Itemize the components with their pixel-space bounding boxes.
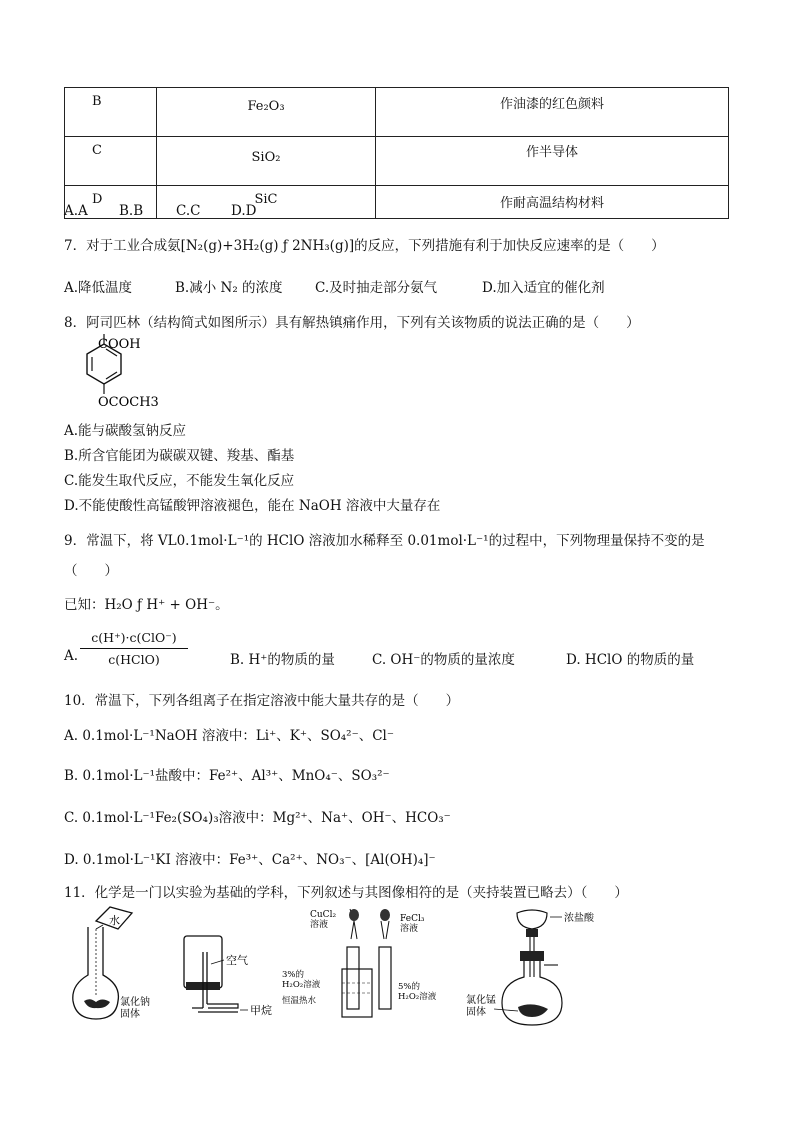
q8-option-a: A.能与碳酸氢钠反应 xyxy=(64,423,187,439)
q8-option-c: C.能发生取代反应，不能发生氧化反应 xyxy=(64,473,295,489)
table-cell-substance: SiO₂ xyxy=(157,137,376,186)
options-table xyxy=(64,87,729,219)
q10-option-b: B. 0.1mol·L⁻¹盐酸中：Fe²⁺、Al³⁺、MnO₄⁻、SO₃²⁻ xyxy=(64,768,390,784)
table-row xyxy=(65,186,729,219)
nacl-solid-label: 氯化钠固体 xyxy=(120,997,150,1020)
q7-option-c: C.及时抽走部分氨气 xyxy=(315,280,438,296)
fraction-numerator: c(H⁺)·c(ClO⁻) xyxy=(80,630,188,649)
methane-label: 甲烷 xyxy=(250,1004,272,1017)
figure-b-methane xyxy=(178,930,288,1020)
q6-option-b: B.B xyxy=(119,203,144,219)
q9-option-c: C. OH⁻的物质的量浓度 xyxy=(372,652,515,668)
bath-label: 恒温热水 xyxy=(282,996,317,1006)
q9-option-a-prefix: A. xyxy=(64,648,79,664)
conc-hcl-label: 浓盐酸 xyxy=(564,913,594,924)
table-row xyxy=(65,88,729,137)
q9-stem-cont: （ ） xyxy=(64,563,118,579)
mncl-solid-label: 氯化锰固体 xyxy=(466,995,496,1018)
fraction-denominator: c(HClO) xyxy=(108,652,160,667)
q6-option-a: A.A xyxy=(64,203,88,219)
cucl2-label: CuCl₂ 溶液 xyxy=(310,910,337,930)
table-cell-option: C xyxy=(65,137,157,186)
fecl3-label: FeCl₃ 溶液 xyxy=(400,914,425,934)
aspirin-structure xyxy=(62,332,172,412)
left-h2o2-label: 3%的 H₂O₂溶液 xyxy=(282,970,321,990)
q8-option-d: D.不能使酸性高锰酸钾溶液褪色，能在 NaOH 溶液中大量存在 xyxy=(64,498,441,514)
q7-option-b: B.减小 N₂ 的浓度 xyxy=(175,280,283,296)
table-cell-substance: Fe₂O₃ xyxy=(157,88,376,137)
table-cell-use: 作油漆的红色颜料 xyxy=(376,88,729,137)
q7-stem: 7．对于工业合成氨[N₂(g)+3H₂(g) ƒ 2NH₃(g)]的反应，下列措施有利于加快反应速率的是（ ） xyxy=(64,238,665,254)
air-label: 空气 xyxy=(226,954,248,967)
q9-known: 已知：H₂O ƒ H⁺ + OH⁻。 xyxy=(64,597,229,613)
q7-option-a: A.降低温度 xyxy=(64,280,133,296)
q7-option-d: D.加入适宜的催化剂 xyxy=(482,280,605,296)
q9-stem: 9．常温下，将 VL0.1mol·L⁻¹的 HClO 溶液加水稀释至 0.01mol·L⁻¹的过程中，下列物理量保持不变的是 xyxy=(64,533,705,549)
q10-option-a: A. 0.1mol·L⁻¹NaOH 溶液中：Li⁺、K⁺、SO₄²⁻、Cl⁻ xyxy=(64,728,394,744)
q9-option-b: B. H⁺的物质的量 xyxy=(230,652,335,668)
q6-option-d: D.D xyxy=(231,203,257,219)
q9-option-d: D. HClO 的物质的量 xyxy=(566,652,695,668)
cooh-label: COOH xyxy=(98,337,141,352)
table-cell-use: 作半导体 xyxy=(376,137,729,186)
table-cell-option: B xyxy=(65,88,157,137)
table-cell-option: D xyxy=(65,186,157,219)
water-label: 水 xyxy=(109,914,120,927)
ococh3-label: OCOCH3 xyxy=(98,395,159,410)
figure-d-chlorine xyxy=(462,907,612,1032)
q10-option-d: D. 0.1mol·L⁻¹KI 溶液中：Fe³⁺、Ca²⁺、NO₃⁻、[Al(OH)₄]⁻ xyxy=(64,852,436,868)
figure-a-dissolving xyxy=(66,905,166,1025)
q10-stem: 10．常温下，下列各组离子在指定溶液中能大量共存的是（ ） xyxy=(64,693,460,709)
q8-stem: 8．阿司匹林（结构简式如图所示）具有解热镇痛作用，下列有关该物质的说法正确的是（ ） xyxy=(64,315,640,331)
table-cell-use: 作耐高温结构材料 xyxy=(376,186,729,219)
q11-stem: 11．化学是一门以实验为基础的学科，下列叙述与其图像相符的是（夹持装置已略去）（ ） xyxy=(64,885,628,901)
table-row xyxy=(65,137,729,186)
figure-c-catalyst xyxy=(280,907,450,1032)
q9-option-a-fraction xyxy=(80,630,188,667)
q6-option-c: C.C xyxy=(176,203,201,219)
q10-option-c: C. 0.1mol·L⁻¹Fe₂(SO₄)₃溶液中：Mg²⁺、Na⁺、OH⁻、HCO₃⁻ xyxy=(64,810,451,826)
q8-option-b: B.所含官能团为碳碳双键、羧基、酯基 xyxy=(64,448,295,464)
table-cell-substance: SiC xyxy=(157,186,376,219)
right-h2o2-label: 5%的 H₂O₂溶液 xyxy=(398,982,437,1002)
